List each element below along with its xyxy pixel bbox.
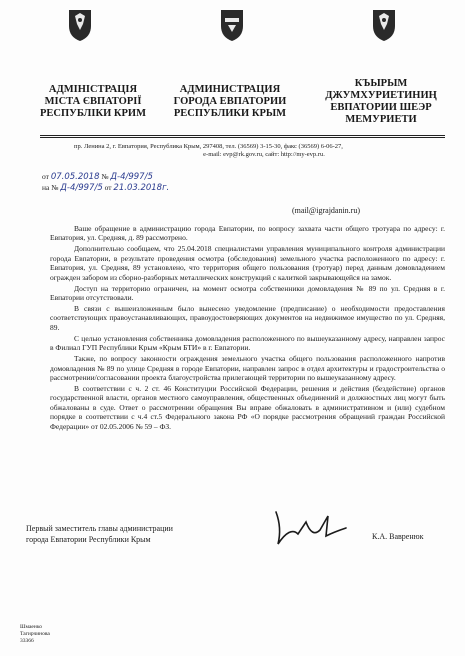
number-sign: № (101, 172, 109, 181)
position-line: города Евпатории Республики Крым (26, 535, 151, 544)
body-paragraph: Доступ на территорию ограничен, на момент осмотра собственники домовладения № 89 по ул. Средняя в г. Евпатории отсутствовали. (50, 283, 445, 303)
header-rule-bottom (40, 137, 445, 138)
evpatoria-coat-of-arms-icon (218, 8, 246, 42)
org-line: МІСТА ЄВПАТОРІЇ (44, 96, 142, 107)
incoming-number: Д-4/997/5 (60, 183, 103, 193)
org-line: АДМИНИСТРАЦИЯ (179, 84, 281, 95)
outgoing-number: Д-4/997/5 (110, 172, 153, 182)
signatory-name: К.А. Вавренюк (372, 532, 424, 541)
crimea-coat-of-arms-right-icon (370, 8, 398, 42)
body-paragraph: Ваше обращение в администрацию города Евпатории, по вопросу захвата части общего тротуара по адресу: г. Евпатория, ул. Средняя, д. 89 рассмотрено. (50, 224, 445, 243)
header-rule-top (40, 135, 445, 136)
from-label: от (104, 183, 112, 192)
body-paragraph: В соответствии с ч. 2 ст. 46 Конституции Российской Федерации, решения и действия (бездействие) органов государственной власти, органов местного самоуправления, общественных объединений и должностных лиц могут быть обжалованы в суде. Ответ о рассмотрении обращения Вы вправе обжаловать в административном и (или) судебном порядке в соответствии с ч.4 ст.5 Федерального закона РФ «О порядке рассмотрения обращений граждан Российской Федерации» от 02.05.2006 № 59 – ФЗ. (50, 384, 445, 431)
org-line: ГОРОДА ЕВПАТОРИИ (173, 96, 287, 107)
org-line: МЕМУРИЕТИ (345, 114, 417, 125)
org-name-russian (165, 84, 295, 120)
org-line: РЕСПУБЛИКИ КРЫМ (173, 108, 287, 119)
incoming-date: 21.03.2018г. (113, 183, 170, 193)
body-paragraph: Также, по вопросу законности ограждения земельного участка общего пользования расположенного напротив домовладения № 89 по улице Средняя в городе Евпатории, направлен запрос в отдел архитектуры и градостроительства о рассмотрении/согласовании проекта благоустройства прилегающей территории по вышеуказанному адресу. (50, 354, 445, 383)
crimea-coat-of-arms-left-icon (66, 8, 94, 42)
body-paragraph: С целью установления собственника домовладения расположенного по вышеуказанному адресу, направлен запрос в Филиал ГУП Республики Крым «Крым БТИ» в г. Евпатории. (50, 333, 445, 353)
executor-name: Шмаенко (20, 624, 42, 630)
from-label: от (42, 172, 49, 181)
org-line: АДМІНІСТРАЦІЯ (48, 84, 138, 95)
signatory-position (26, 523, 173, 545)
letter-body (50, 224, 445, 433)
incoming-registration (42, 183, 169, 193)
body-paragraph: Дополнительно сообщаем, что 25.04.2018 специалистами управления муниципального контроля администрации города Евпатории, в результате проведения осмотра (обследования) земельного участка расположенного по адресу: г. Евпатория, ул. Средняя, 89 установлено, что территория общего пользования (тротуар) перед данным домовладением огражден забором из сборно-разборных металлических конструкций с калиткой закрывающейся на замок. (50, 244, 445, 282)
contact-address (74, 143, 454, 159)
org-line: ЕВПАТОРИИ ШЕЭР (330, 102, 432, 113)
recipient-email: (mail@igrajdanin.ru) (292, 206, 361, 215)
org-name-crimean-tatar (316, 78, 446, 126)
org-line: КЪЫРЫМ (354, 78, 408, 89)
org-line: ДЖУМХУРИЕТИНИҢ (325, 90, 437, 101)
executor-name: Тагирчинова (20, 631, 50, 637)
address-line: пр. Ленина 2, г. Евпатория, Республика Крым, 297408, тел. (36569) 3-15-30, факс (36569) 6-06-27, (74, 143, 343, 150)
org-line: РЕСПУБЛІКИ КРИМ (40, 108, 146, 119)
position-line: Первый заместитель главы администрации (26, 524, 173, 533)
email-site-line: e-mail: evp@rk.gov.ru, сайт: http://my-evp.ru. (203, 151, 325, 158)
handwritten-signature (268, 508, 350, 548)
executor-phone: 33366 (20, 638, 34, 644)
outgoing-registration (42, 172, 153, 182)
body-paragraph: В связи с вышеизложенным было вынесено уведомление (предписание) о необходимости предоставления соответствующих правоустанавливающих, правоудостоверяющих документов на недвижимое имущество по ул. Средняя, 89. (50, 304, 445, 332)
outgoing-date: 07.05.2018 (50, 172, 100, 182)
org-name-ukrainian (28, 84, 158, 120)
reply-to-label: на № (42, 183, 59, 192)
executor-info (20, 624, 50, 645)
